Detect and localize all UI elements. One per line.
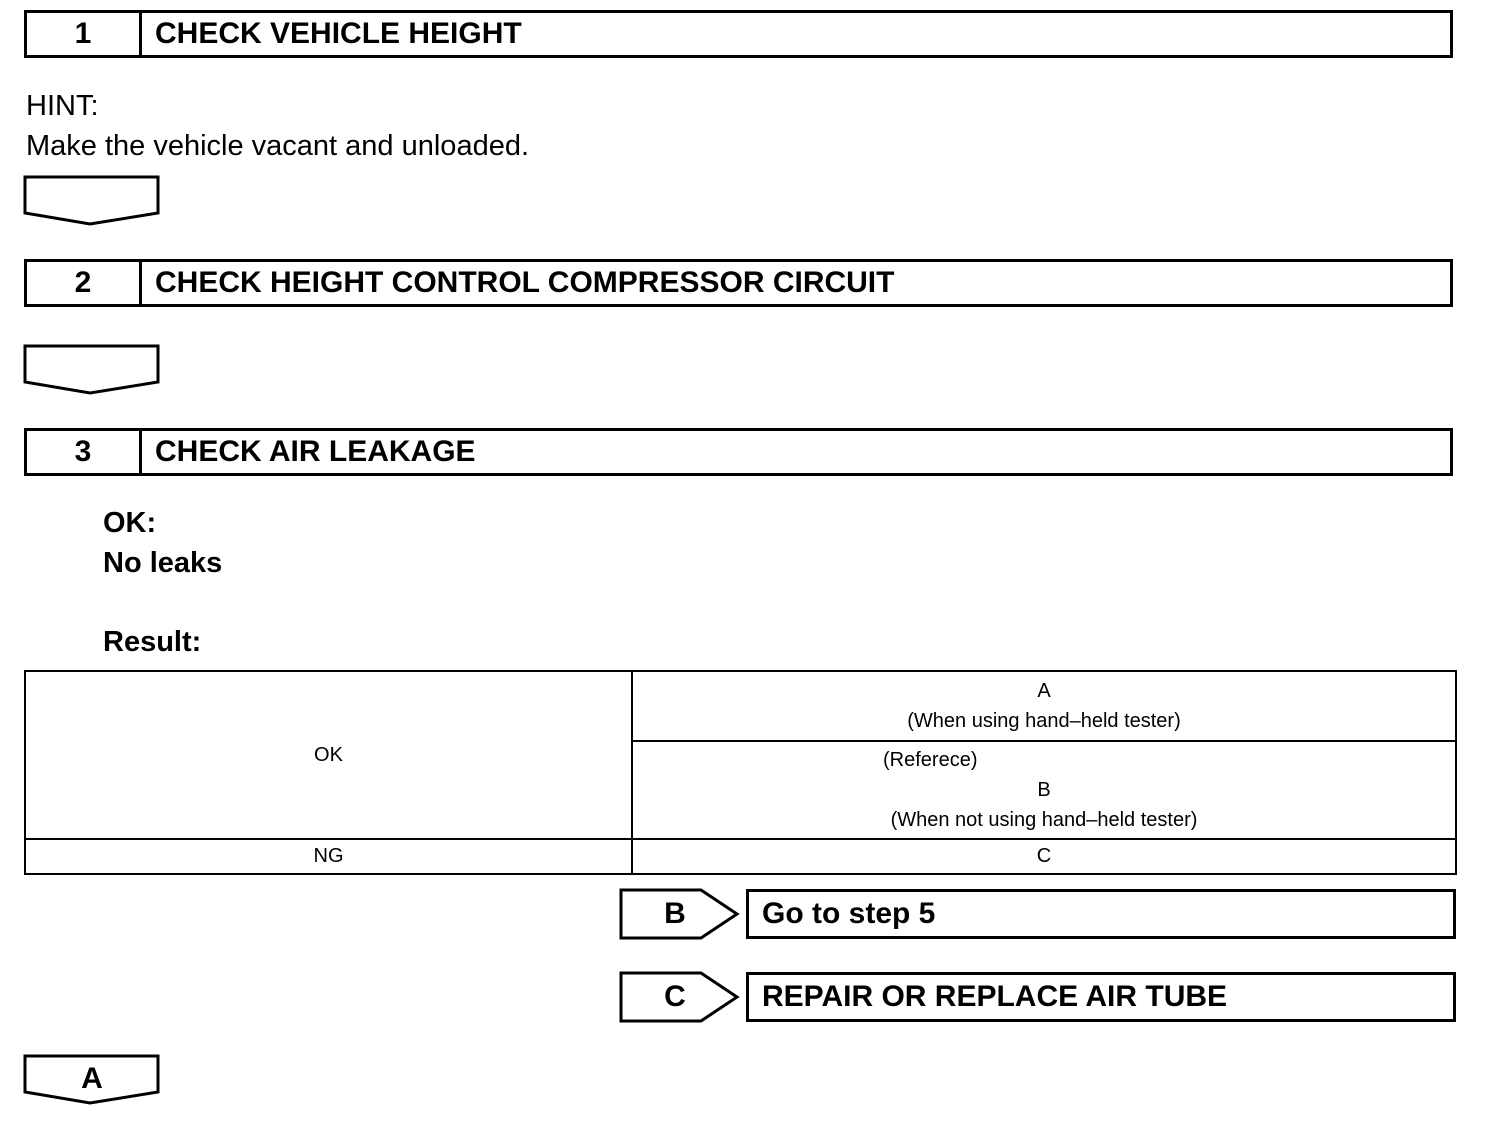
result-b-note: (When not using hand–held tester) [890,809,1198,831]
flow-arrow-label: A [81,1062,103,1095]
hint-text: Make the vehicle vacant and unloaded. [26,130,530,162]
spec-value: No leaks [103,547,223,579]
step-title: CHECK AIR LEAKAGE [155,435,476,468]
flow-arrow [23,344,161,396]
branch-code: B [664,897,686,930]
result-table [24,670,1457,875]
result-label: Result: [103,626,202,658]
spec-label: OK: [103,507,157,539]
branch-action: REPAIR OR REPLACE AIR TUBE [746,972,1456,1022]
result-a-cell [632,671,1456,741]
ok-cell [25,671,632,839]
result-c-code: C [1036,845,1052,867]
branch-code: C [664,980,686,1013]
branch-action: Go to step 5 [746,889,1456,939]
result-b-reference: (Referece) [883,749,978,771]
result-b-cell [632,741,1456,839]
hint-label: HINT: [26,90,99,122]
result-c-cell [632,839,1456,874]
step-1-header [24,10,1453,58]
step-number: 3 [27,431,142,473]
branch-b [619,888,1459,940]
step-title: CHECK HEIGHT CONTROL COMPRESSOR CIRCUIT [155,266,895,299]
ng-label: NG [313,845,344,867]
step-2-header [24,259,1453,307]
flow-arrow [23,175,161,227]
step-number: 1 [27,13,142,55]
result-b-code: B [1037,779,1051,801]
result-a-code: A [1037,680,1051,702]
branch-c [619,971,1459,1023]
ng-cell [25,839,632,874]
flow-arrow-a [23,1054,161,1106]
step-title: CHECK VEHICLE HEIGHT [155,17,522,50]
result-a-note: (When using hand–held tester) [907,710,1181,732]
ok-label: OK [314,743,343,766]
step-number: 2 [27,262,142,304]
step-3-header [24,428,1453,476]
